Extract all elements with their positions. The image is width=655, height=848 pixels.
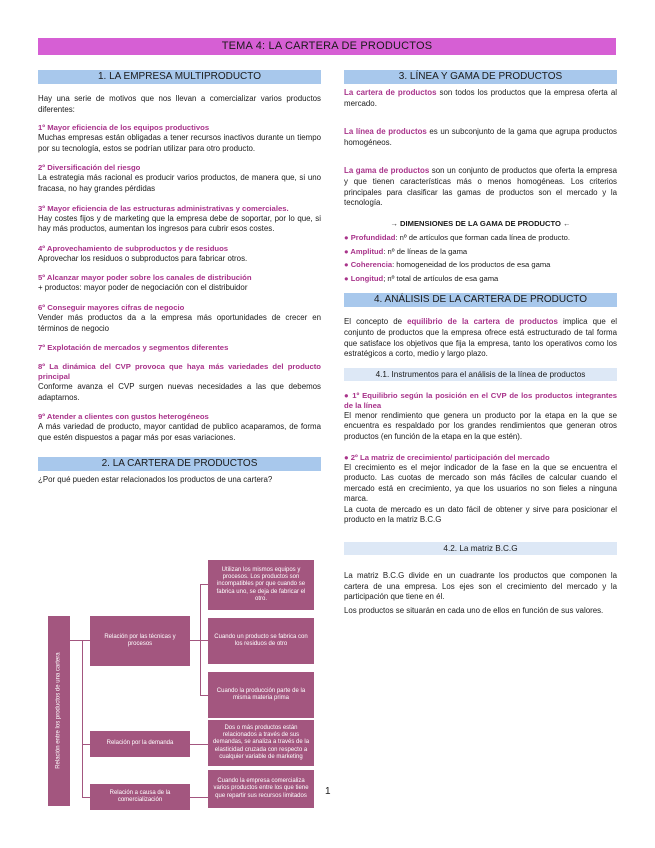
def-cartera-text: son todos los productos que la empresa oferta al mercado. (344, 88, 617, 108)
bullet-icon: ● (344, 390, 353, 400)
reason-title: 2º Diversificación del riesgo (38, 163, 141, 173)
reason-text: Vender más productos da a la empresa más oportunidades de crecer en términos de negocio (38, 312, 321, 333)
diagram-mid-2: Relación por la demanda (90, 731, 190, 757)
term-cartera: La cartera de productos (344, 88, 437, 97)
bullet-icon: ● (344, 233, 351, 243)
bullet-icon: ● (344, 452, 351, 462)
reason-text: A más variedad de producto, mayor cantidad de publico acaparamos, de forma que estén dispuestos a pagar más por esas variaciones. (38, 422, 321, 442)
dimension-term: Amplitud (350, 246, 384, 256)
dimension-item (344, 274, 617, 285)
instrument-2-title-text: 2º La matriz de crecimiento/ participación del mercado (350, 452, 550, 462)
reasons-list (38, 123, 321, 452)
dimension-term: Longitud (350, 273, 384, 283)
def-cartera (344, 88, 617, 109)
dimensions-list (344, 233, 617, 284)
bullet-icon: ● (344, 260, 351, 270)
reason-title: 8º La dinámica del CVP provoca que haya más variedades del producto principal (38, 362, 321, 382)
instrument-1-title (344, 391, 617, 411)
relations-diagram (38, 558, 321, 808)
equilibrio-pre: El concepto de (344, 317, 408, 327)
reason-title: 6º Conseguir mayores cifras de negocio (38, 302, 185, 312)
page-number: 1 (325, 786, 331, 797)
section-3-heading: 3. LÍNEA Y GAMA DE PRODUCTOS (344, 70, 617, 84)
diagram-leaf-1: Utilizan los mismos equipos y procesos. Los productos son incompatibles por que cuando se fabrica uno, se deja de fabricar el otro. (208, 560, 314, 610)
section-4-heading: 4. ANÁLISIS DE LA CARTERA DE PRODUCTO (344, 293, 617, 307)
bcg-paragraph-1: La matriz B.C.G divide en un cuadrante los productos que componen la cartera de una empresa. Los ejes son el crecimiento del mercado y la participación que tiene en él. (344, 571, 617, 602)
reason-title: 1º Mayor eficiencia de los equipos productivos (38, 123, 210, 133)
connector (82, 640, 83, 797)
def-linea-text: es un subconjunto de la gama que agrupa productos homogéneos. (344, 127, 617, 147)
equilibrio-paragraph (344, 317, 617, 359)
reason-text: Hay costes fijos y de marketing que la empresa debe de soportar, por lo que, si hay más productos, aumentan los ingresos para cubrir esos costes. (38, 213, 321, 234)
diagram-root-label: Relación entre los productos de una cartera (55, 652, 62, 770)
term-equilibrio: equilibrio de la cartera de productos (407, 317, 558, 327)
instrument-1-title-text: 1º Equilibrio según la posición en el CVP de los productos integrantes de la línea (344, 390, 618, 410)
bullet-icon: ● (344, 246, 351, 256)
diagram-root (48, 616, 70, 806)
instrument-2-text-2: La cuota de mercado es un dato fácil de obtener y sirve para posicionar el producto en la matriz B.C.G (344, 504, 617, 525)
page-title: TEMA 4: LA CARTERA DE PRODUCTOS (38, 38, 616, 55)
connector (82, 744, 90, 745)
reason-text: La estrategia más racional es producir varios productos, de manera que, si uno fracasa, no hay grandes pérdidas (38, 173, 321, 193)
diagram-leaf-3: Cuando la producción parte de la misma materia prima (208, 672, 314, 718)
section-1-intro: Hay una serie de motivos que nos llevan a comercializar varios productos diferentes: (38, 94, 321, 114)
reason-text: Muchas empresas están obligadas a tener recursos inactivos durante un tiempo por su tecnología, estos se podrían utilizar para otro producto. (38, 133, 321, 153)
dimension-term: Coherencia (350, 260, 393, 270)
instrument-2-title (344, 453, 617, 463)
term-gama: La gama de productos (344, 166, 430, 176)
instrument-2-text: El crecimiento es el mejor indicador de la fase en la que se encuentra el producto. Las cuotas de mercado son más fáciles de calcular cuando el mercado está en crecimiento, ya que los usuarios no son fieles a ninguna marca. (344, 462, 617, 504)
connector (190, 797, 208, 798)
subsection-4-1-heading: 4.1. Instrumentos para el análisis de la línea de productos (344, 368, 617, 381)
reason-title: 7º Explotación de mercados y segmentos diferentes (38, 343, 229, 353)
dimension-text: : nº de artículos que forman cada línea de producto. (395, 233, 571, 243)
reason-title: 4º Aprovechamiento de subproductos y de residuos (38, 243, 229, 253)
diagram-leaf-2: Cuando un producto se fabrica con los residuos de otro (208, 618, 314, 664)
dimension-text: : homogeneidad de los productos de esa gama (392, 260, 551, 270)
term-linea: La línea de productos (344, 127, 427, 137)
connector (200, 584, 208, 585)
instrument-1-text: El menor rendimiento que genera un producto por la etapa en la que se encuentra es respaldado por los grandes rendimientos que generan otros productos (en función de la etapa en la que estén). (344, 410, 617, 441)
reason-text: Conforme avanza el CVP surgen nuevas necesidades a las que debemos adaptarnos. (38, 382, 321, 402)
connector (190, 744, 208, 745)
section-1-heading: 1. LA EMPRESA MULTIPRODUCTO (38, 70, 321, 84)
dimension-term: Profundidad (350, 233, 396, 243)
section-2-question: ¿Por qué pueden estar relacionados los productos de una cartera? (38, 474, 273, 484)
def-gama-text: son un conjunto de productos que oferta la empresa y que tienen características más o menos homogéneas. Los criterios principales para clasificar las gamas de productos son el mercado y la tecnología. (344, 166, 617, 208)
reason-text: Aprovechar los residuos o subproductos para fabricar otros. (38, 253, 248, 263)
connector (200, 640, 208, 641)
reason-title: 3º Mayor eficiencia de las estructuras administrativas y comerciales. (38, 203, 289, 213)
dimension-text: ; nº total de artículos de esa gama (383, 273, 499, 283)
dimension-text: : nº de líneas de la gama (383, 246, 468, 256)
connector (200, 695, 208, 696)
diagram-mid-3: Relación a causa de la comercialización (90, 784, 190, 810)
connector (82, 797, 90, 798)
connector (82, 640, 90, 641)
dimensions-title: → DIMENSIONES DE LA GAMA DE PRODUCTO ← (390, 218, 571, 228)
left-column (38, 70, 321, 485)
diagram-mid-1: Relación por las técnicas y procesos (90, 616, 190, 666)
reason-title: 5º Alcanzar mayor poder sobre los canales de distribución (38, 273, 252, 283)
equilibrio-post: implica que el conjunto de productos que la empresa ofrece está estructurado de tal forma que satisface los objetivos que fija la empresa, tanto los operativos como los estratégicos a corto, medio y largo plazo. (344, 317, 617, 359)
bcg-paragraph-2: Los productos se situarán en cada uno de ellos en función de sus valores. (344, 605, 604, 615)
diagram-leaf-5: Cuando la empresa comercializa varios productos entre los que tiene que repartir sus recursos limitados (208, 770, 314, 808)
connector (70, 640, 82, 641)
bullet-icon: ● (344, 273, 351, 283)
def-linea (344, 127, 617, 148)
reason-text: + productos: mayor poder de negociación con el distribuidor (38, 283, 248, 293)
section-2-heading: 2. LA CARTERA DE PRODUCTOS (38, 457, 321, 471)
dimension-item (344, 260, 617, 271)
dimension-item (344, 247, 617, 258)
connector (190, 640, 200, 641)
diagram-leaf-4: Dos o más productos están relacionados a través de sus demandas, se analiza a través de la elasticidad cruzada con respecto a cualquier variable de marketing (208, 720, 314, 766)
subsection-4-2-heading: 4.2. La matriz B.C.G (344, 542, 617, 555)
reason-title: 9º Atender a clientes con gustos heterogéneos (38, 412, 209, 422)
dimension-item (344, 233, 617, 244)
right-column (344, 70, 617, 616)
def-gama (344, 166, 617, 208)
